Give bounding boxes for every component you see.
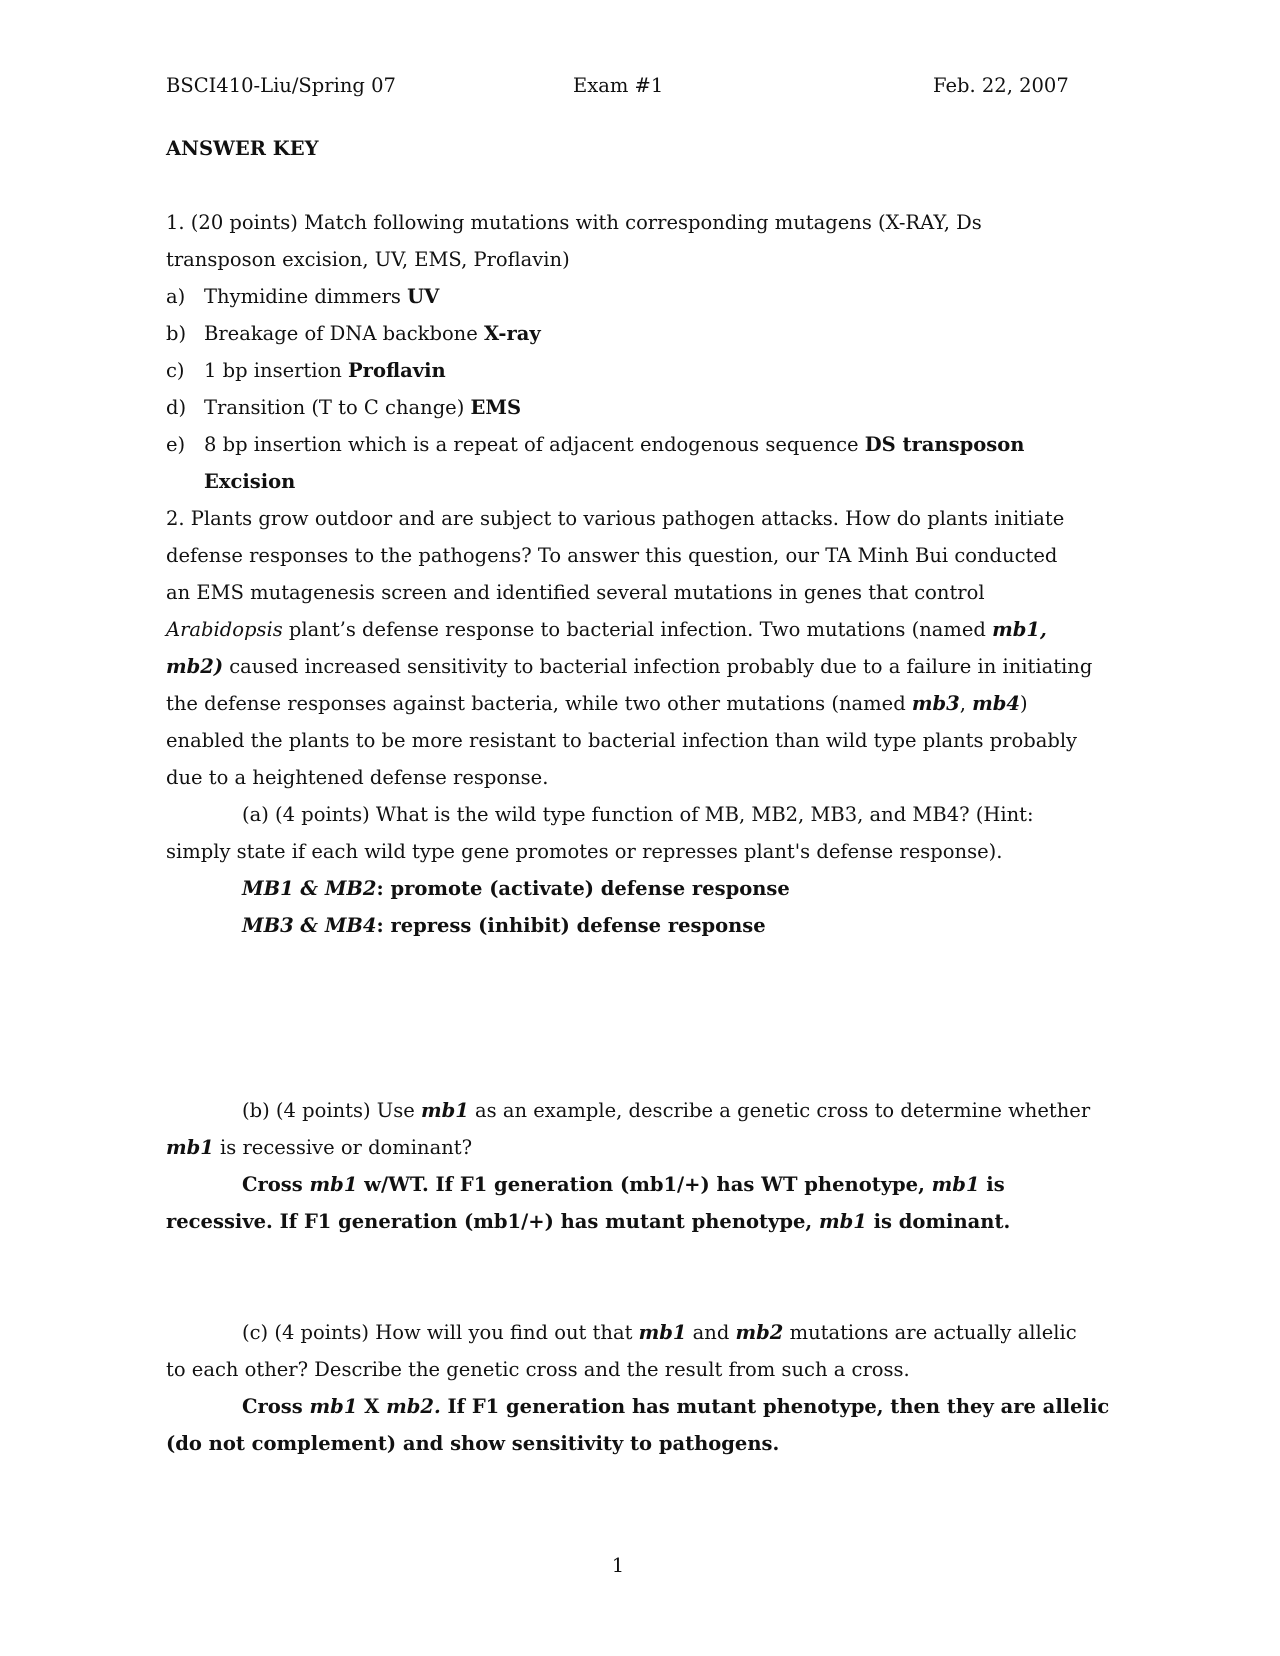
q2-line2: defense responses to the pathogens? To answer this question, our TA Minh Bui conducted [166, 544, 1058, 567]
q2-line5 [166, 654, 1092, 680]
q2-line1: 2. Plants grow outdoor and are subject to various pathogen attacks. How do plants initiate [166, 507, 1065, 530]
gene-mb1: mb1 [420, 1099, 469, 1122]
q2-line8: due to a heightened defense response. [166, 766, 549, 789]
q1-item-e [166, 432, 1024, 458]
text: Cross [242, 1395, 310, 1418]
part-a-question-line2: simply state if each wild type gene promotes or represses plant's defense response). [166, 840, 1003, 863]
item-text: 8 bp insertion which is a repeat of adjacent endogenous sequence [204, 433, 865, 456]
text: (do not complement) and show sensitivity to pathogens. [166, 1432, 780, 1455]
part-c-question-line2: to each other? Describe the genetic cross and the result from such a cross. [166, 1358, 910, 1381]
text: is recessive or dominant? [213, 1136, 473, 1159]
exam-date: Feb. 22, 2007 [933, 74, 1069, 97]
species-name: Arabidopsis [166, 618, 283, 641]
text: (b) (4 points) Use [242, 1099, 421, 1122]
gene-mb3: mb3 [911, 692, 960, 715]
q1-item-e-cont [204, 469, 295, 495]
text: w/WT. If F1 generation (mb1/+) has WT phenotype, [357, 1173, 932, 1196]
q1-stem-line1: 1. (20 points) Match following mutations with corresponding mutagens (X-RAY, Ds [166, 211, 982, 234]
part-a-answer1 [242, 876, 790, 902]
gene-mb1: mb1 [309, 1395, 358, 1418]
gene-mb4: mb4 [972, 692, 1020, 715]
text: is dominant. [866, 1210, 1011, 1233]
item-label: e) [166, 433, 186, 456]
q1-item-d [166, 395, 521, 421]
exam-title: Exam #1 [573, 74, 664, 97]
text: (c) (4 points) How will you find out that [242, 1321, 639, 1344]
answer-genes: MB3 & MB4 [242, 914, 377, 937]
item-answer: UV [407, 285, 440, 308]
text: is [979, 1173, 1005, 1196]
gene-mb1: mb1 [166, 1136, 214, 1159]
item-label: c) [166, 359, 185, 382]
q1-item-a [166, 284, 439, 310]
answer-text: : promote (activate) defense response [376, 877, 790, 900]
part-c-answer-line2 [166, 1431, 779, 1457]
part-a-answer2 [242, 913, 766, 939]
part-b-answer-line2 [166, 1209, 1010, 1235]
q2-line7: enabled the plants to be more resistant to bacterial infection than wild type plants probably [166, 729, 1078, 752]
separator: , [959, 692, 973, 715]
q1-stem-line2: transposon excision, UV, EMS, Proflavin) [166, 248, 570, 271]
item-answer: EMS [470, 396, 522, 419]
answer-genes: MB1 & MB2 [242, 877, 377, 900]
gene-mb1: mb1 [931, 1173, 980, 1196]
answer-text: : repress (inhibit) defense response [376, 914, 766, 937]
text: mutations are actually allelic [783, 1321, 1077, 1344]
part-a-question-line1: (a) (4 points) What is the wild type function of MB, MB2, MB3, and MB4? (Hint: [242, 803, 1034, 826]
gene-mb1: mb1, [992, 618, 1047, 641]
q1-item-b [166, 321, 541, 347]
q2-line4-text: plant’s defense response to bacterial infection. Two mutations (named [282, 618, 993, 641]
item-answer-cont: Excision [204, 470, 296, 493]
answer-key-label: ANSWER KEY [166, 137, 319, 160]
q2-line6-text: the defense responses against bacteria, while two other mutations (named [166, 692, 912, 715]
part-b-question-line2 [166, 1135, 472, 1161]
q1-item-c [166, 358, 446, 384]
part-b-question-line1 [242, 1098, 1090, 1124]
part-c-question-line1 [242, 1320, 1077, 1346]
text: If F1 generation has mutant phenotype, then they are allelic [440, 1395, 1110, 1418]
item-answer: DS transposon [864, 433, 1025, 456]
q2-line6 [166, 691, 1028, 717]
q2-line4 [166, 617, 1047, 643]
gene-mb1: mb1 [309, 1173, 358, 1196]
close-paren: ) [1020, 692, 1028, 715]
q2-line5-text: caused increased sensitivity to bacterial infection probably due to a failure in initiating [223, 655, 1093, 678]
text: Cross [242, 1173, 310, 1196]
item-text: Transition (T to C change) [204, 396, 471, 419]
item-label: b) [166, 322, 187, 345]
item-label: d) [166, 396, 187, 419]
part-b-answer-line1 [242, 1172, 1005, 1198]
page-number: 1 [611, 1554, 625, 1577]
course-header: BSCI410-Liu/Spring 07 [166, 74, 396, 97]
text: as an example, describe a genetic cross to determine whether [468, 1099, 1091, 1122]
gene-mb1: mb1 [818, 1210, 867, 1233]
item-label: a) [166, 285, 186, 308]
gene-mb2: mb2 [735, 1321, 784, 1344]
q2-line3: an EMS mutagenesis screen and identified several mutations in genes that control [166, 581, 985, 604]
item-text: 1 bp insertion [204, 359, 349, 382]
gene-mb2: mb2. [386, 1395, 441, 1418]
item-answer: Proflavin [348, 359, 446, 382]
item-text: Breakage of DNA backbone [204, 322, 484, 345]
gene-mb1: mb1 [638, 1321, 687, 1344]
gene-mb2: mb2) [166, 655, 224, 678]
text: X [357, 1395, 387, 1418]
answer-key-heading [166, 136, 319, 162]
text: and [686, 1321, 736, 1344]
item-answer: X-ray [483, 322, 541, 345]
item-text: Thymidine dimmers [204, 285, 408, 308]
text: recessive. If F1 generation (mb1/+) has mutant phenotype, [166, 1210, 819, 1233]
part-c-answer-line1 [242, 1394, 1109, 1420]
